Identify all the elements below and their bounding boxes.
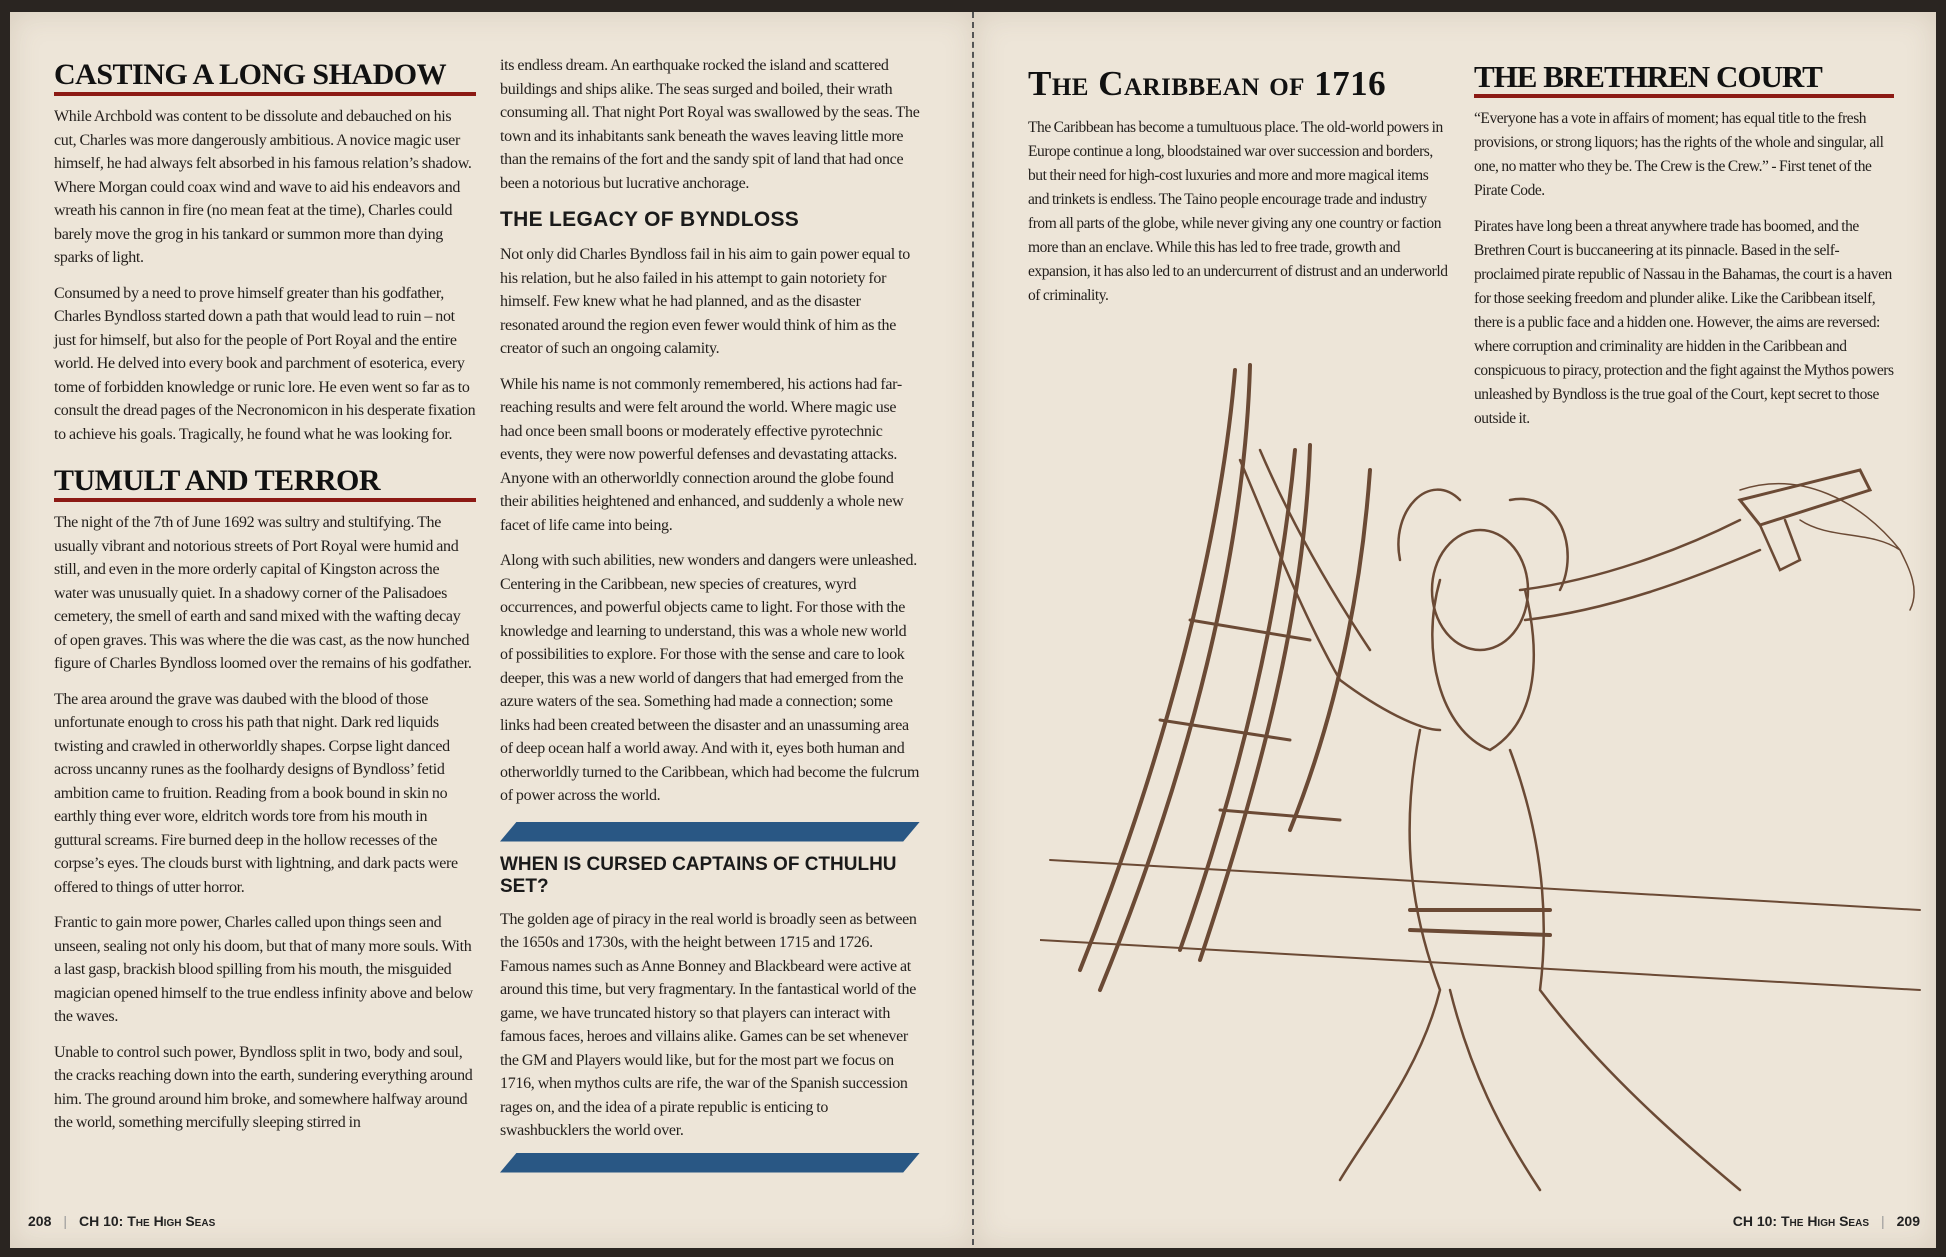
left-page-footer [28, 1213, 215, 1229]
paragraph: Along with such abilities, new wonders and dangers were unleashed. Centering in the Caribbean, new species of creatures, wyrd occurrences, and powerful objects came to light. For those with the knowledge and learning to understand, this was a whole new world of possibilities to explore. For those with the sense and care to look deeper, this was a new world of dangers that had emerged from the azure waters of the sea. Something had made a connection; some links had been created between the disaster and an unassuming area of deep ocean half a world away. And with it, eyes both human and otherworldly turned to the Caribbean, which had become the fulcrum of power across the world. [500, 552, 920, 804]
paragraph: The night of the 7th of June 1692 was sultry and stultifying. The usually vibrant and notorious streets of Port Royal were humid and still, and even in the more orderly capital of Kingston across the water was unusually quiet. In a shadowy corner of the Palisadoes cemetery, the smell of earth and sand mixed with the wafting decay of open graves. This was where the die was cast, as the now hunched figure of Charles Byndloss loomed over the remains of his godfather. [54, 514, 472, 672]
paragraph: “Everyone has a vote in affairs of moment; has equal title to the fresh provisions, or strong liquors; has the rights of the whole and singular, all one, no matter who they be. The Crew is the Crew.” - First tenet of the Pirate Code. [1474, 110, 1884, 199]
paragraph: While Archbold was content to be dissolute and debauched on his cut, Charles was more dangerously ambitious. A novice magic user himself, he had always felt absorbed in his famous relation’s shadow. Where Morgan could coax wind and wave to aid his endeavors and wreath his cannon in fire (no mean feat at the time), Charles could barely move the grog in his tankard or summon more than dying sparks of light. [54, 108, 472, 266]
left-column-2 [500, 54, 920, 1173]
page-gutter-divider [972, 12, 974, 1245]
paragraph: Pirates have long been a threat anywhere trade has boomed, and the Brethren Court is buccaneering at its pinnacle. Based in the self-proclaimed pirate republic of Nassau in the Bahamas, the court is a haven for those seeking freedom and plunder alike. Like the Caribbean itself, there is a public face and a hidden one. However, the aims are reversed: where corruption and criminality are hidden in the Caribbean and conspicuous to piracy, protection and the fight against the Mythos powers unleashed by Byndloss is the true goal of the Court, kept secret to those outside it. [1474, 218, 1894, 427]
sidebar-text: The golden age of piracy in the real world is broadly seen as between the 1650s and 1730s, with the height between 1715 and 1726. Famous names such as Anne Bonney and Blackbeard were active at around this time, but very fragmentary. In the fantastical world of the game, we have truncated history so that players can interact with famous faces, heroes and villains alike. Games can be set whenever the GM and Players would like, but for the most part we focus on 1716, when mythos cults are rife, the war of the Spanish succession rages on, and the idea of a pirate republic is enticing to swashbucklers the world over. [500, 910, 917, 1139]
chapter-title: CH 10: The High Seas [79, 1213, 216, 1229]
rigging-ropes [1040, 365, 1920, 990]
page-number: 209 [1896, 1213, 1920, 1229]
paragraph: its endless dream. An earthquake rocked the island and scattered buildings and ships alike. The seas surged and boiled, their wrath consuming all. That night Port Royal was swallowed by the seas. The town and its inhabitants sank beneath the waves leaving little more than the remains of the fort and the sandy spit of land that had once been a notorious but lucrative anchorage. [500, 57, 920, 192]
heading-legacy-of-byndloss: THE LEGACY OF BYNDLOSS [500, 208, 800, 231]
paragraph: Frantic to gain more power, Charles called upon things seen and unseen, sealing not only his doom, but that of many more souls. With a last gasp, brackish blood spilling from his mouth, the misguided magician opened himself to the true endless infinity above and below the waves. [54, 914, 473, 1025]
heading-tumult-and-terror: TUMULT AND TERROR [54, 464, 476, 502]
left-column-1 [54, 58, 476, 1147]
heading-casting-a-long-shadow: CASTING A LONG SHADOW [54, 58, 476, 96]
sidebar-box [500, 822, 920, 1173]
paragraph: The Caribbean has become a tumultuous place. The old-world powers in Europe continue a long, bloodstained war over succession and borders, but their need for high-cost luxuries and more and more magical items and trinkets is endless. The Taino people encourage trade and industry from all parts of the globe, while never giving any one country or faction more than an enclave. While this has led to free trade, growth and expansion, it has also led to an undercurrent of distrust and an underworld of criminality. [1028, 119, 1448, 304]
paragraph: Consumed by a need to prove himself greater than his godfather, Charles Byndloss started down a path that would lead to ruin – not just for himself, but also for the people of Port Royal and the entire world. He delved into every book and parchment of esoterica, every tome of forbidden knowledge or runic lore. He even went so far as to consult the dread pages of the Necronomicon in his desperate fixation to achieve his goals. Tragically, he found what he was looking for. [54, 284, 476, 443]
heading-caribbean-of-1716: The Caribbean of 1716 [1028, 64, 1387, 103]
footer-separator: | [1881, 1213, 1885, 1229]
paragraph: While his name is not commonly remembered, his actions had far-reaching results and were felt around the world. Where magic use had once been small boons or moderately effective pyrotechnic events, they were now powerful defenses and devastating attacks. Anyone with an otherworldly connection around the globe found their abilities heightened and enhanced, and suddenly a whole new facet of life came into being. [500, 375, 904, 534]
sidebar-heading: WHEN IS CURSED CAPTAINS OF CTHULHU SET? [500, 853, 897, 897]
footer-separator: | [63, 1213, 67, 1229]
sidebar-top-bar [500, 822, 920, 842]
paragraph: Unable to control such power, Byndloss split in two, body and soul, the cracks reaching down into the earth, sundering everything around him. The ground around him broke, and somewhere halfway around the world, something mercifully sleeping stirred in [54, 1043, 473, 1131]
right-page-footer [1733, 1213, 1920, 1229]
right-column-2 [1474, 60, 1894, 443]
pirate-illustration [1040, 350, 1940, 1220]
page-number: 208 [28, 1213, 52, 1229]
paragraph: Not only did Charles Byndloss fail in his aim to gain power equal to his relation, but he also failed in his attempt to gain notoriety for himself. Few knew what he had planned, and as the disaster resonated around the region even fewer would think of him as the creator of such an ongoing calamity. [500, 246, 910, 357]
right-column-1 [1028, 64, 1450, 320]
chapter-title: CH 10: The High Seas [1732, 1213, 1869, 1229]
paragraph: The area around the grave was daubed with the blood of those unfortunate enough to cross his path that night. Dark red liquids twisting and crawled in otherworldly shapes. Corpse light danced across uncanny runes as the foolhardy designs of Byndloss’ fetid ambition came to fruition. Reading from a book bound in skin no earthly thing ever wore, eldritch words tore from his mouth in guttural screams. Fire burned deep in the hollow recesses of the corpse’s eyes. The clouds burst with lightning, and dark pacts were offered to things of utter horror. [54, 690, 458, 896]
heading-brethren-court: THE BRETHREN COURT [1474, 60, 1894, 98]
sidebar-bottom-bar [500, 1153, 920, 1173]
